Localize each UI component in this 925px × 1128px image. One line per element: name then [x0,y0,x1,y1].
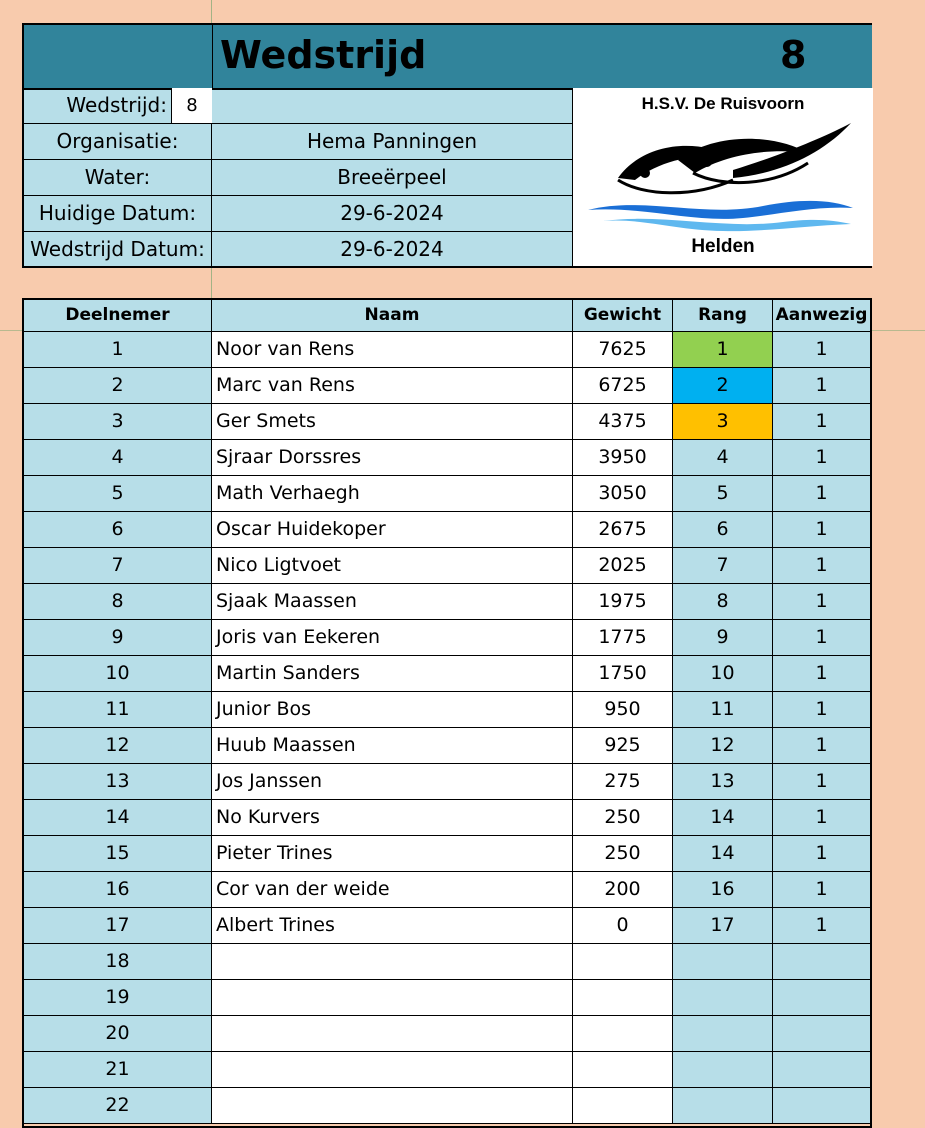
table-row [24,692,870,728]
cell-rang[interactable] [673,1016,773,1051]
cell-rang[interactable]: 14 [673,800,773,835]
cell-naam[interactable] [212,944,573,979]
cell-deelnemer[interactable]: 16 [24,872,212,907]
cell-deelnemer[interactable]: 7 [24,548,212,583]
cell-gewicht[interactable]: 4375 [573,404,673,439]
cell-rang[interactable] [673,980,773,1015]
cell-rang[interactable]: 9 [673,620,773,655]
table-row [24,944,870,980]
cell-naam[interactable]: Junior Bos [212,692,573,727]
cell-deelnemer[interactable]: 4 [24,440,212,475]
organisatie-label: Organisatie: [24,124,212,159]
match-header [22,23,872,268]
title-bar [24,25,872,90]
cell-gewicht[interactable]: 0 [573,908,673,943]
cell-deelnemer[interactable]: 12 [24,728,212,763]
cell-naam[interactable]: Sjraar Dorssres [212,440,573,475]
cell-deelnemer[interactable]: 5 [24,476,212,511]
table-row [24,620,870,656]
cell-aanwezig[interactable]: 1 [773,764,870,799]
cell-rang[interactable]: 7 [673,548,773,583]
cell-aanwezig[interactable] [773,1052,870,1087]
info-row-water [24,160,572,196]
table-row [24,872,870,908]
cell-gewicht[interactable]: 275 [573,764,673,799]
cell-aanwezig[interactable]: 1 [773,908,870,943]
cell-deelnemer[interactable]: 10 [24,656,212,691]
cell-naam[interactable]: Noor van Rens [212,332,573,367]
cell-naam[interactable] [212,1088,573,1123]
cell-gewicht[interactable]: 250 [573,800,673,835]
cell-deelnemer[interactable]: 21 [24,1052,212,1087]
cell-naam[interactable]: Cor van der weide [212,872,573,907]
table-row [24,1052,870,1088]
cell-gewicht[interactable]: 250 [573,836,673,871]
cell-aanwezig[interactable]: 1 [773,512,870,547]
info-row-huidige-datum [24,196,572,232]
cell-aanwezig[interactable]: 1 [773,368,870,403]
table-row [24,368,870,404]
cell-gewicht[interactable]: 6725 [573,368,673,403]
cell-deelnemer[interactable]: 14 [24,800,212,835]
cell-deelnemer[interactable]: 18 [24,944,212,979]
cell-naam[interactable]: Nico Ligtvoet [212,548,573,583]
cell-aanwezig[interactable]: 1 [773,836,870,871]
cell-gewicht[interactable] [573,980,673,1015]
wedstrijd-label: Wedstrijd: [24,88,212,123]
cell-deelnemer[interactable]: 8 [24,584,212,619]
info-row-wedstrijd-datum [24,232,572,268]
cell-gewicht[interactable]: 1975 [573,584,673,619]
cell-rang[interactable]: 14 [673,836,773,871]
table-row [24,656,870,692]
header-naam[interactable]: Naam [212,300,573,331]
cell-deelnemer[interactable]: 22 [24,1088,212,1123]
cell-naam[interactable]: Martin Sanders [212,656,573,691]
cell-gewicht[interactable]: 2025 [573,548,673,583]
table-row [24,440,870,476]
cell-deelnemer[interactable]: 15 [24,836,212,871]
cell-aanwezig[interactable]: 1 [773,440,870,475]
cell-gewicht[interactable]: 1750 [573,656,673,691]
cell-deelnemer[interactable]: 17 [24,908,212,943]
cell-rang[interactable]: 17 [673,908,773,943]
info-row-organisatie [24,124,572,160]
wedstrijd-datum-value[interactable]: 29-6-2024 [340,237,444,261]
cell-naam[interactable]: Ger Smets [212,404,573,439]
table-row [24,548,870,584]
cell-gewicht[interactable]: 925 [573,728,673,763]
cell-aanwezig[interactable]: 1 [773,800,870,835]
club-logo [572,88,873,266]
fish-logo-icon [583,118,863,233]
cell-rang[interactable]: 10 [673,656,773,691]
cell-deelnemer[interactable]: 2 [24,368,212,403]
cell-naam[interactable]: Albert Trines [212,908,573,943]
huidige-datum-label: Huidige Datum: [24,196,212,231]
cell-gewicht[interactable]: 950 [573,692,673,727]
page-title: Wedstrijd [220,33,427,77]
cell-aanwezig[interactable]: 1 [773,620,870,655]
cell-aanwezig[interactable]: 1 [773,476,870,511]
cell-deelnemer[interactable]: 6 [24,512,212,547]
table-row [24,1016,870,1052]
cell-gewicht[interactable] [573,1088,673,1123]
cell-rang[interactable]: 12 [673,728,773,763]
cell-rang[interactable]: 2 [673,368,773,403]
cell-aanwezig[interactable] [773,944,870,979]
cell-deelnemer[interactable]: 20 [24,1016,212,1051]
organisatie-value[interactable]: Hema Panningen [306,129,478,153]
cell-naam[interactable]: No Kurvers [212,800,573,835]
cell-gewicht[interactable]: 1775 [573,620,673,655]
cell-gewicht[interactable] [573,1016,673,1051]
title-number: 8 [780,33,807,77]
huidige-datum-value[interactable]: 29-6-2024 [340,201,444,225]
cell-naam[interactable]: Huub Maassen [212,728,573,763]
cell-gewicht[interactable]: 200 [573,872,673,907]
cell-rang[interactable]: 16 [673,872,773,907]
cell-gewicht[interactable] [573,1052,673,1087]
cell-naam[interactable] [212,1016,573,1051]
cell-rang[interactable]: 11 [673,692,773,727]
table-row [24,584,870,620]
cell-naam[interactable]: Math Verhaegh [212,476,573,511]
cell-rang[interactable]: 13 [673,764,773,799]
logo-town-name: Helden [691,236,755,257]
cell-aanwezig[interactable] [773,1016,870,1051]
wedstrijd-input[interactable]: 8 [171,88,212,123]
cell-gewicht[interactable] [573,944,673,979]
header-gewicht[interactable]: Gewicht [573,300,673,331]
cell-naam[interactable] [212,980,573,1015]
cell-rang[interactable]: 6 [673,512,773,547]
cell-gewicht[interactable]: 2675 [573,512,673,547]
cell-deelnemer[interactable]: 3 [24,404,212,439]
table-row [24,404,870,440]
cell-rang[interactable] [673,1088,773,1123]
cell-aanwezig[interactable]: 1 [773,656,870,691]
table-row [24,728,870,764]
cell-rang[interactable] [673,944,773,979]
cell-deelnemer[interactable]: 9 [24,620,212,655]
cell-naam[interactable]: Pieter Trines [212,836,573,871]
table-row [24,476,870,512]
cell-aanwezig[interactable]: 1 [773,404,870,439]
table-row [24,800,870,836]
info-row-wedstrijd [24,88,572,124]
cell-rang[interactable]: 4 [673,440,773,475]
cell-aanwezig[interactable]: 1 [773,548,870,583]
header-aanwezig[interactable]: Aanwezig [773,300,870,331]
cell-rang[interactable] [673,1052,773,1087]
cell-deelnemer[interactable]: 19 [24,980,212,1015]
cell-deelnemer[interactable]: 1 [24,332,212,367]
cell-aanwezig[interactable]: 1 [773,692,870,727]
cell-naam[interactable] [212,1052,573,1087]
cell-rang[interactable]: 8 [673,584,773,619]
cell-naam[interactable]: Joris van Eekeren [212,620,573,655]
cell-aanwezig[interactable]: 1 [773,872,870,907]
cell-aanwezig[interactable] [773,1088,870,1123]
table-row [24,512,870,548]
wedstrijd-datum-label: Wedstrijd Datum: [24,232,212,267]
water-label: Water: [24,160,212,195]
table-header-row [24,300,870,332]
cell-aanwezig[interactable] [773,980,870,1015]
table-row [24,836,870,872]
table-row [24,1088,870,1124]
cell-aanwezig[interactable]: 1 [773,584,870,619]
cell-aanwezig[interactable]: 1 [773,332,870,367]
cell-naam[interactable]: Marc van Rens [212,368,573,403]
header-deelnemer[interactable]: Deelnemer [24,300,212,331]
logo-club-name: H.S.V. De Ruisvoorn [641,94,805,113]
table-row [24,980,870,1016]
cell-deelnemer[interactable]: 13 [24,764,212,799]
cell-naam[interactable]: Jos Janssen [212,764,573,799]
cell-aanwezig[interactable]: 1 [773,728,870,763]
cell-naam[interactable]: Sjaak Maassen [212,584,573,619]
cell-rang[interactable]: 1 [673,332,773,367]
title-left-cell[interactable] [24,25,213,88]
table-row [24,908,870,944]
cell-deelnemer[interactable]: 11 [24,692,212,727]
water-value[interactable]: Breeërpeel [337,165,447,189]
cell-gewicht[interactable]: 3050 [573,476,673,511]
results-table [22,298,872,1128]
cell-gewicht[interactable]: 7625 [573,332,673,367]
wedstrijd-value-empty[interactable] [212,88,572,123]
header-rang[interactable]: Rang [673,300,773,331]
cell-rang[interactable]: 3 [673,404,773,439]
cell-rang[interactable]: 5 [673,476,773,511]
table-row [24,764,870,800]
table-row [24,332,870,368]
cell-gewicht[interactable]: 3950 [573,440,673,475]
cell-naam[interactable]: Oscar Huidekoper [212,512,573,547]
